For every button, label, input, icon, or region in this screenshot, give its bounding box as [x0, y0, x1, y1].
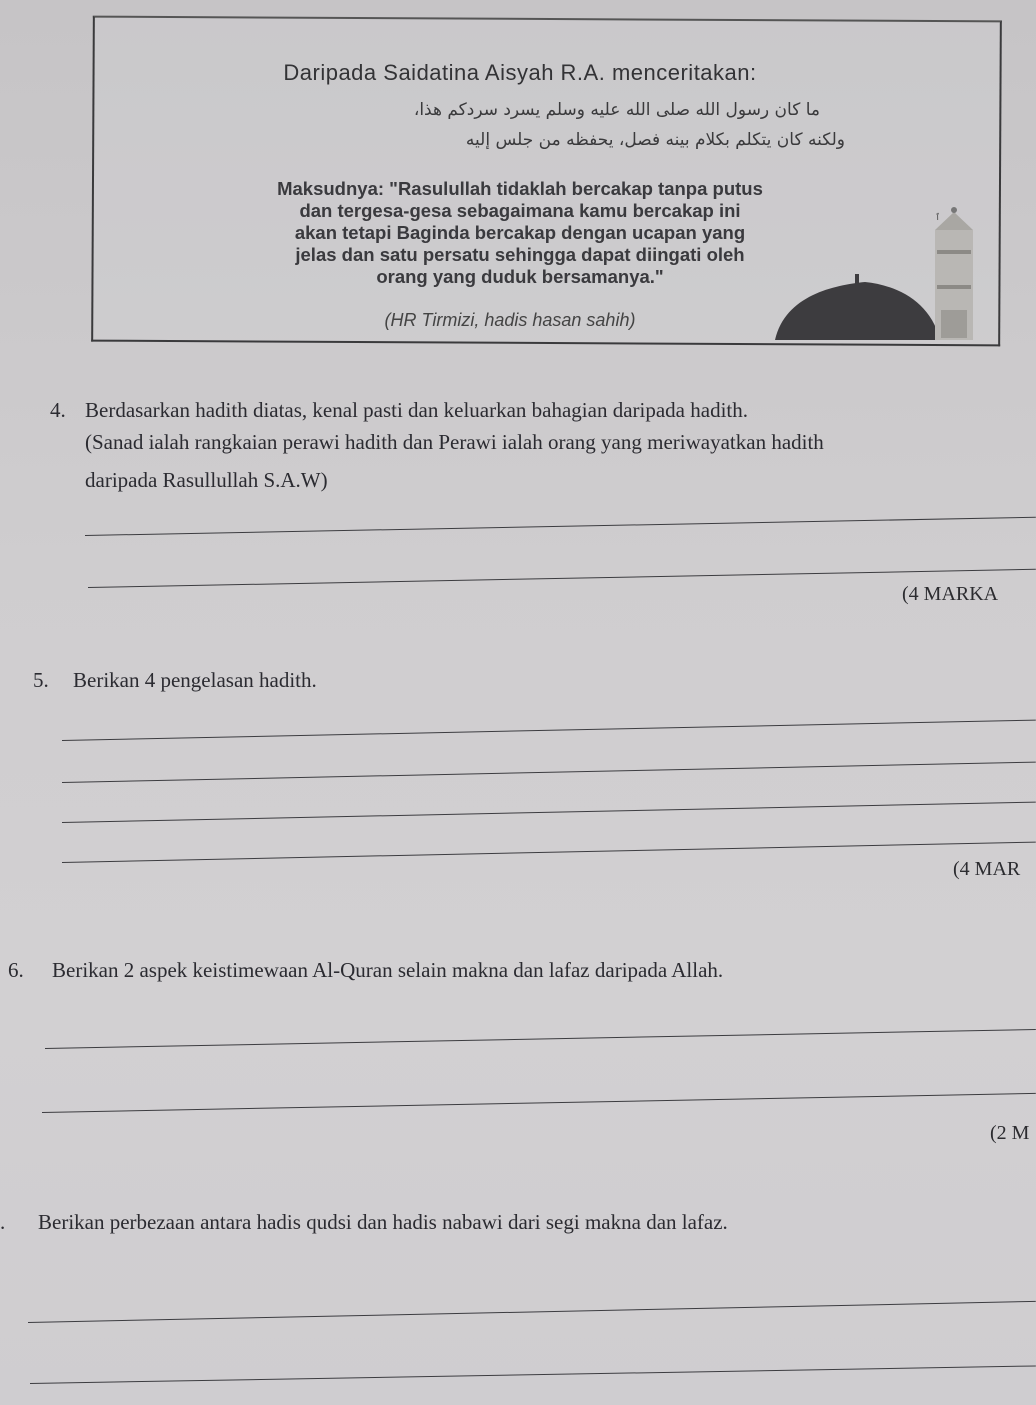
hadith-reference: (HR Tirmizi, hadis hasan sahih)	[384, 310, 636, 330]
hadith-meaning-line: dan tergesa-gesa sebagaimana kamu bercakap ini	[299, 200, 741, 221]
question-4-number: 4.	[50, 398, 66, 422]
hadith-narrator-title: Daripada Saidatina Aisyah R.A. menceritakan:	[283, 60, 757, 85]
answer-line[interactable]	[42, 1093, 1036, 1113]
hadith-meaning-line: jelas dan satu persatu sehingga dapat diingati oleh	[295, 244, 745, 265]
question-4-note-cont: daripada Rasullullah S.A.W)	[85, 468, 328, 492]
question-7-text: Berikan perbezaan antara hadis qudsi dan hadis nabawi dari segi makna dan lafaz.	[38, 1210, 728, 1234]
hadith-arabic-line-1: ما كان رسول الله صلى الله عليه وسلم يسرد سردكم هذا،	[413, 100, 820, 120]
answer-line[interactable]	[62, 842, 1036, 863]
answer-line[interactable]	[28, 1301, 1036, 1323]
answer-line[interactable]	[45, 1029, 1036, 1049]
svg-text:ٱ: ٱ	[935, 213, 941, 223]
hadith-arabic-line-2: ولكنه كان يتكلم بكلام بينه فصل، يحفظه من جلس إليه	[465, 130, 845, 150]
answer-line[interactable]	[62, 762, 1036, 783]
question-4-marks: (4 MARKA	[902, 583, 999, 605]
question-5-marks: (4 MAR	[953, 858, 1021, 880]
answer-line[interactable]	[85, 517, 1036, 536]
question-5-number: 5.	[33, 668, 49, 692]
question-6-text: Berikan 2 aspek keistimewaan Al-Quran selain makna dan lafaz daripada Allah.	[52, 958, 724, 982]
question-7-number: .	[0, 1210, 6, 1234]
mosque-dome-illustration	[755, 190, 1000, 340]
hadith-meaning-line: akan tetapi Baginda bercakap dengan ucapan yang	[294, 222, 746, 243]
question-6-marks: (2 M	[990, 1122, 1030, 1144]
question-5-text: Berikan 4 pengelasan hadith.	[73, 668, 317, 692]
answer-line[interactable]	[62, 802, 1036, 823]
answer-line[interactable]	[88, 569, 1036, 588]
hadith-meaning-line: Maksudnya: "Rasulullah tidaklah bercakap tanpa putus	[277, 178, 763, 199]
question-6-number: 6.	[8, 958, 24, 982]
answer-line[interactable]	[30, 1365, 1036, 1384]
hadith-meaning-line: orang yang duduk bersamanya."	[376, 266, 664, 287]
question-4-text: Berdasarkan hadith diatas, kenal pasti dan keluarkan bahagian daripada hadith.	[85, 398, 748, 422]
question-4-note: (Sanad ialah rangkaian perawi hadith dan Perawi ialah orang yang meriwayatkan hadith	[85, 430, 824, 454]
answer-line[interactable]	[62, 720, 1036, 741]
